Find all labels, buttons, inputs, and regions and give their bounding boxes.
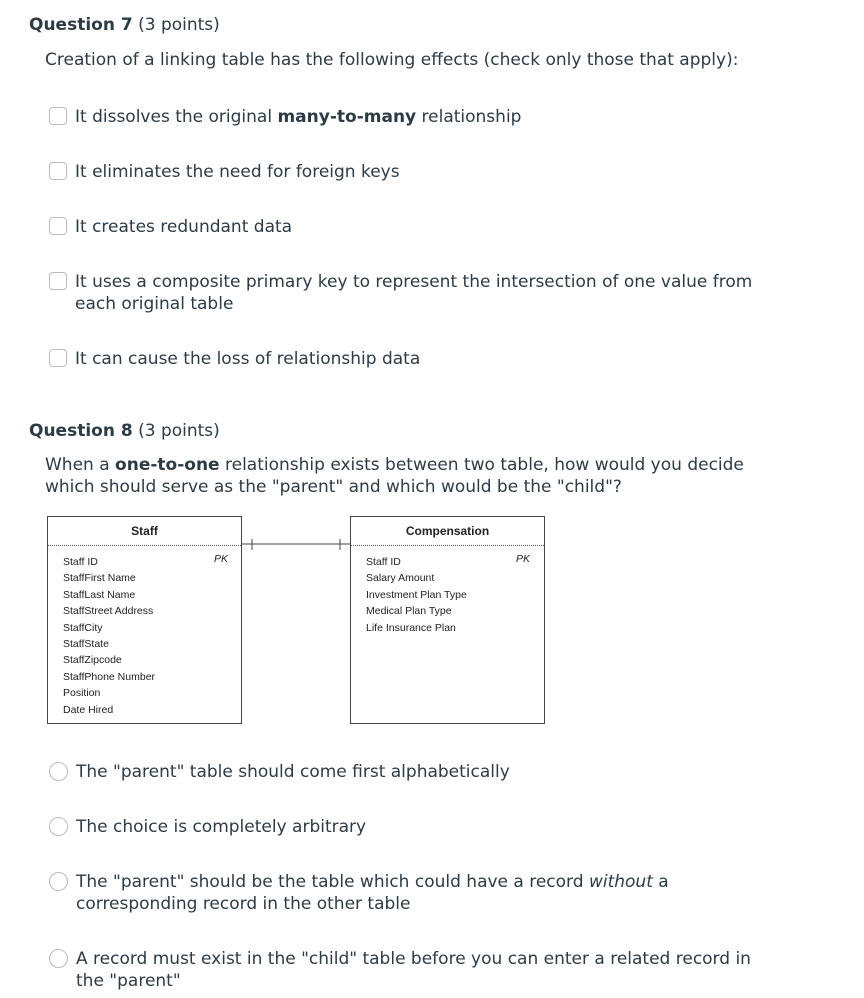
compensation-field: Salary Amount [366, 572, 435, 585]
staff-field: StaffPhone Number [63, 670, 156, 683]
q8-option-4[interactable] [49, 948, 766, 992]
staff-table-fields [48, 546, 241, 718]
q8-option-1[interactable] [49, 761, 766, 783]
question-8-points: (3 points) [138, 421, 220, 441]
staff-field: StaffLast Name [63, 588, 136, 601]
staff-field: StaffStreet Address [63, 605, 154, 618]
staff-field: StaffZipcode [63, 654, 122, 667]
q7-option-2-label: It eliminates the need for foreign keys [75, 162, 400, 182]
staff-table [47, 516, 242, 724]
compensation-field: Investment Plan Type [366, 588, 467, 601]
q8-option-4-radio[interactable] [49, 949, 68, 968]
compensation-field: Staff ID [366, 556, 401, 568]
question-7-title: Question 7 [29, 15, 133, 35]
q7-option-5-label: It can cause the loss of relationship data [75, 349, 421, 369]
question-8-title: Question 8 [29, 421, 133, 441]
compensation-field: Life Insurance Plan [366, 621, 456, 634]
staff-pk-label: PK [214, 553, 229, 565]
q7-option-4-label: It uses a composite primary key to represent the intersection of one value from each original table [75, 272, 753, 314]
q8-option-2[interactable] [49, 816, 766, 838]
staff-field: Staff ID [63, 556, 98, 568]
q8-option-2-radio[interactable] [49, 817, 68, 836]
compensation-table [350, 516, 545, 724]
staff-field: StaffFirst Name [63, 572, 136, 585]
q8-option-1-radio[interactable] [49, 762, 68, 781]
staff-field: Position [63, 687, 101, 700]
compensation-table-title: Compensation [351, 517, 544, 546]
compensation-pk-label: PK [516, 553, 531, 565]
question-7-prompt: Creation of a linking table has the following effects (check only those that apply): [45, 50, 739, 70]
question-7-points: (3 points) [138, 15, 220, 35]
compensation-field: Medical Plan Type [366, 605, 452, 618]
q8-option-3-label: The "parent" should be the table which could have a record without a corresponding record in the other table [76, 872, 669, 914]
compensation-table-fields [351, 546, 544, 636]
q7-option-1-label: It dissolves the original many-to-many relationship [75, 107, 522, 127]
staff-field: Date Hired [63, 703, 114, 716]
q8-option-3-radio[interactable] [49, 872, 68, 891]
q8-option-4-label: A record must exist in the "child" table before you can enter a related record in the "parent" [76, 949, 751, 991]
staff-field: StaffCity [63, 621, 103, 634]
q8-option-2-label: The choice is completely arbitrary [76, 817, 367, 837]
staff-field: StaffState [63, 638, 109, 651]
question-8-prompt: When a one-to-one relationship exists between two table, how would you decide which should serve as the "parent" and which would be the "child"? [45, 455, 744, 497]
q8-option-1-label: The "parent" table should come first alphabetically [76, 762, 510, 782]
staff-table-title: Staff [48, 517, 241, 546]
q7-option-3-label: It creates redundant data [75, 217, 293, 237]
q8-option-3[interactable] [49, 871, 766, 915]
